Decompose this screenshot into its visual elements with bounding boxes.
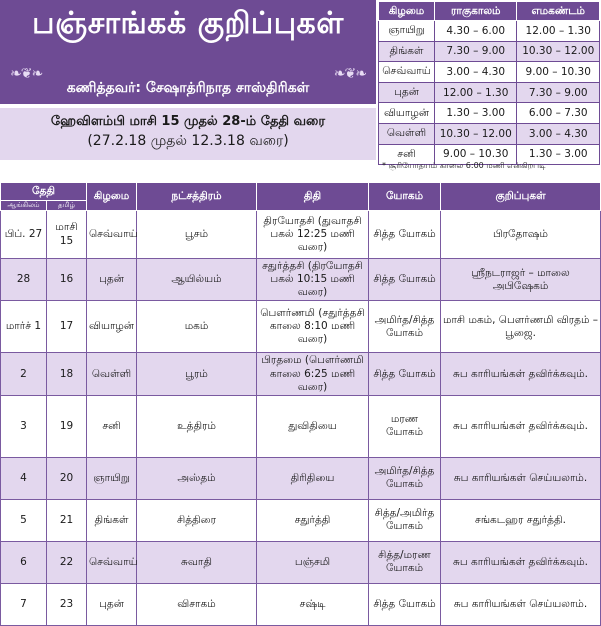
cell-tam: 18 [47, 353, 87, 395]
ornament-right-icon: ❧❦❧ [333, 66, 366, 82]
header-star: நட்சத்திரம் [137, 183, 257, 211]
header-notes: குறிப்புகள் [441, 183, 601, 211]
timing-row [379, 21, 600, 42]
cell-day: வியாழன் [87, 301, 137, 353]
cell-yogam: சித்த யோகம் [369, 259, 441, 301]
cell-tithi: சஷ்டி [257, 583, 369, 625]
cell-note: சுப காரியங்கள் தவிர்க்கவும். [441, 541, 601, 583]
timing-cell-yama: 6.00 – 7.30 [517, 103, 600, 124]
cell-star: ஆயில்யம் [137, 259, 257, 301]
timing-cell-rahu: 1.30 – 3.00 [434, 103, 517, 124]
table-row [1, 211, 601, 259]
timing-cell-rahu: 9.00 – 10.30 [434, 144, 517, 165]
cell-star: பூசம் [137, 211, 257, 259]
cell-eng: 6 [1, 541, 47, 583]
cell-star: சுவாதி [137, 541, 257, 583]
cell-note: மாசி மகம், பௌர்ணமி விரதம் – பூஜை. [441, 301, 601, 353]
cell-note: சங்கடஹர சதுர்த்தி. [441, 499, 601, 541]
table-row [1, 301, 601, 353]
cell-day: செவ்வாய் [87, 541, 137, 583]
cell-tithi: பிரதமை (பௌர்ணமி காலை 6:25 மணி வரை) [257, 353, 369, 395]
period-box [0, 108, 376, 160]
cell-day: புதன் [87, 259, 137, 301]
sunrise-note: * சூரியோதயம் காலை 6:00 மணி என்கிறபடி [382, 161, 546, 170]
timing-cell-yama: 7.30 – 9.00 [517, 82, 600, 103]
timing-cell-day: செவ்வாய் [379, 62, 435, 83]
main-header-row [1, 183, 601, 201]
cell-day: திங்கள் [87, 499, 137, 541]
header-date-tamil: தமிழ் [47, 201, 87, 211]
cell-yogam: சித்த/அமிர்த யோகம் [369, 499, 441, 541]
timing-cell-day: ஞாயிறு [379, 21, 435, 42]
ornament-left-icon: ❧❦❧ [10, 66, 43, 82]
timing-cell-day: வெள்ளி [379, 123, 435, 144]
header-day: கிழமை [87, 183, 137, 211]
timing-header-day: கிழமை [379, 2, 435, 21]
cell-yogam: சித்த யோகம் [369, 353, 441, 395]
cell-note: சுப காரியங்கள் செய்யலாம். [441, 457, 601, 499]
cell-eng: 28 [1, 259, 47, 301]
timing-header-rahu: ராகுகாலம் [434, 2, 517, 21]
timing-cell-yama: 3.00 – 4.30 [517, 123, 600, 144]
header-tithi: திதி [257, 183, 369, 211]
cell-tam: 16 [47, 259, 87, 301]
table-row [1, 583, 601, 625]
main-body [1, 211, 601, 626]
table-row [1, 499, 601, 541]
cell-star: சித்திரை [137, 499, 257, 541]
cell-star: விசாகம் [137, 583, 257, 625]
cell-tithi: சதுர்த்தி [257, 499, 369, 541]
timing-row [379, 82, 600, 103]
timing-cell-day: வியாழன் [379, 103, 435, 124]
cell-tithi: பஞ்சமி [257, 541, 369, 583]
table-row [1, 353, 601, 395]
cell-day: சனி [87, 395, 137, 457]
page-title: பஞ்சாங்கக் குறிப்புகள் [32, 6, 344, 41]
cell-note: சுப காரியங்கள் தவிர்க்கவும். [441, 395, 601, 457]
cell-day: செவ்வாய் [87, 211, 137, 259]
cell-yogam: அமிர்த/சித்த யோகம் [369, 457, 441, 499]
header-date: தேதி [1, 183, 87, 201]
timing-header-yama: எமகண்டம் [517, 2, 600, 21]
cell-star: அஸ்தம் [137, 457, 257, 499]
timing-cell-rahu: 4.30 – 6.00 [434, 21, 517, 42]
period-line-tamil: ஹேவிளம்பி மாசி 15 முதல் 28-ம் தேதி வரை [50, 114, 326, 129]
cell-eng: 2 [1, 353, 47, 395]
timing-row [379, 62, 600, 83]
timing-row [379, 123, 600, 144]
panchangam-table [0, 182, 601, 626]
timing-cell-yama: 9.00 – 10.30 [517, 62, 600, 83]
timing-cell-day: புதன் [379, 82, 435, 103]
cell-tithi: பௌர்ணமி (சதுர்த்தசி காலை 8:10 மணி வரை) [257, 301, 369, 353]
header-date-english: ஆங்கிலம் [1, 201, 47, 211]
timing-row [379, 103, 600, 124]
cell-yogam: சித்த/மரண யோகம் [369, 541, 441, 583]
cell-tam: 19 [47, 395, 87, 457]
timing-cell-yama: 12.00 – 1.30 [517, 21, 600, 42]
cell-star: மகம் [137, 301, 257, 353]
cell-tithi: துவிதியை [257, 395, 369, 457]
cell-note: ஸ்ரீநடராஜர் – மாலை அபிஷேகம் [441, 259, 601, 301]
timing-header-row [379, 2, 600, 21]
cell-eng: மார்ச் 1 [1, 301, 47, 353]
cell-tam: 20 [47, 457, 87, 499]
cell-note: பிரதோஷம் [441, 211, 601, 259]
timing-cell-rahu: 7.30 – 9.00 [434, 41, 517, 62]
timing-cell-rahu: 10.30 – 12.00 [434, 123, 517, 144]
cell-eng: 3 [1, 395, 47, 457]
cell-day: புதன் [87, 583, 137, 625]
cell-day: வெள்ளி [87, 353, 137, 395]
cell-tam: 22 [47, 541, 87, 583]
table-row [1, 259, 601, 301]
author-line: கணித்தவர்: சேஷாத்ரிநாத சாஸ்திரிகள் [66, 80, 310, 96]
timing-row [379, 41, 600, 62]
period-line-dates: (27.2.18 முதல் 12.3.18 வரை) [87, 133, 289, 149]
cell-yogam: சித்த யோகம் [369, 211, 441, 259]
rahu-yama-timing-table [378, 1, 600, 165]
table-row [1, 395, 601, 457]
cell-tam: 23 [47, 583, 87, 625]
cell-note: சுப காரியங்கள் தவிர்க்கவும். [441, 353, 601, 395]
cell-yogam: அமிர்த/சித்த யோகம் [369, 301, 441, 353]
cell-tam: மாசி 15 [47, 211, 87, 259]
table-row [1, 457, 601, 499]
cell-star: உத்திரம் [137, 395, 257, 457]
timing-cell-day: திங்கள் [379, 41, 435, 62]
table-row [1, 541, 601, 583]
cell-eng: 5 [1, 499, 47, 541]
cell-eng: பிப். 27 [1, 211, 47, 259]
cell-tam: 17 [47, 301, 87, 353]
header-yogam: யோகம் [369, 183, 441, 211]
cell-eng: 4 [1, 457, 47, 499]
timing-cell-rahu: 12.00 – 1.30 [434, 82, 517, 103]
cell-star: பூரம் [137, 353, 257, 395]
cell-eng: 7 [1, 583, 47, 625]
timing-cell-day: சனி [379, 144, 435, 165]
cell-yogam: மரண யோகம் [369, 395, 441, 457]
timing-cell-yama: 1.30 – 3.00 [517, 144, 600, 165]
timing-body [379, 21, 600, 165]
cell-tam: 21 [47, 499, 87, 541]
header-banner [0, 0, 376, 104]
cell-note: சுப காரியங்கள் செய்யலாம். [441, 583, 601, 625]
timing-cell-yama: 10.30 – 12.00 [517, 41, 600, 62]
cell-tithi: திரிதியை [257, 457, 369, 499]
cell-day: ஞாயிறு [87, 457, 137, 499]
cell-tithi: சதுர்த்தசி (திரயோதசி பகல் 10:15 மணி வரை) [257, 259, 369, 301]
timing-cell-rahu: 3.00 – 4.30 [434, 62, 517, 83]
cell-yogam: சித்த யோகம் [369, 583, 441, 625]
cell-tithi: திரயோதசி (துவாதசி பகல் 12:25 மணி வரை) [257, 211, 369, 259]
